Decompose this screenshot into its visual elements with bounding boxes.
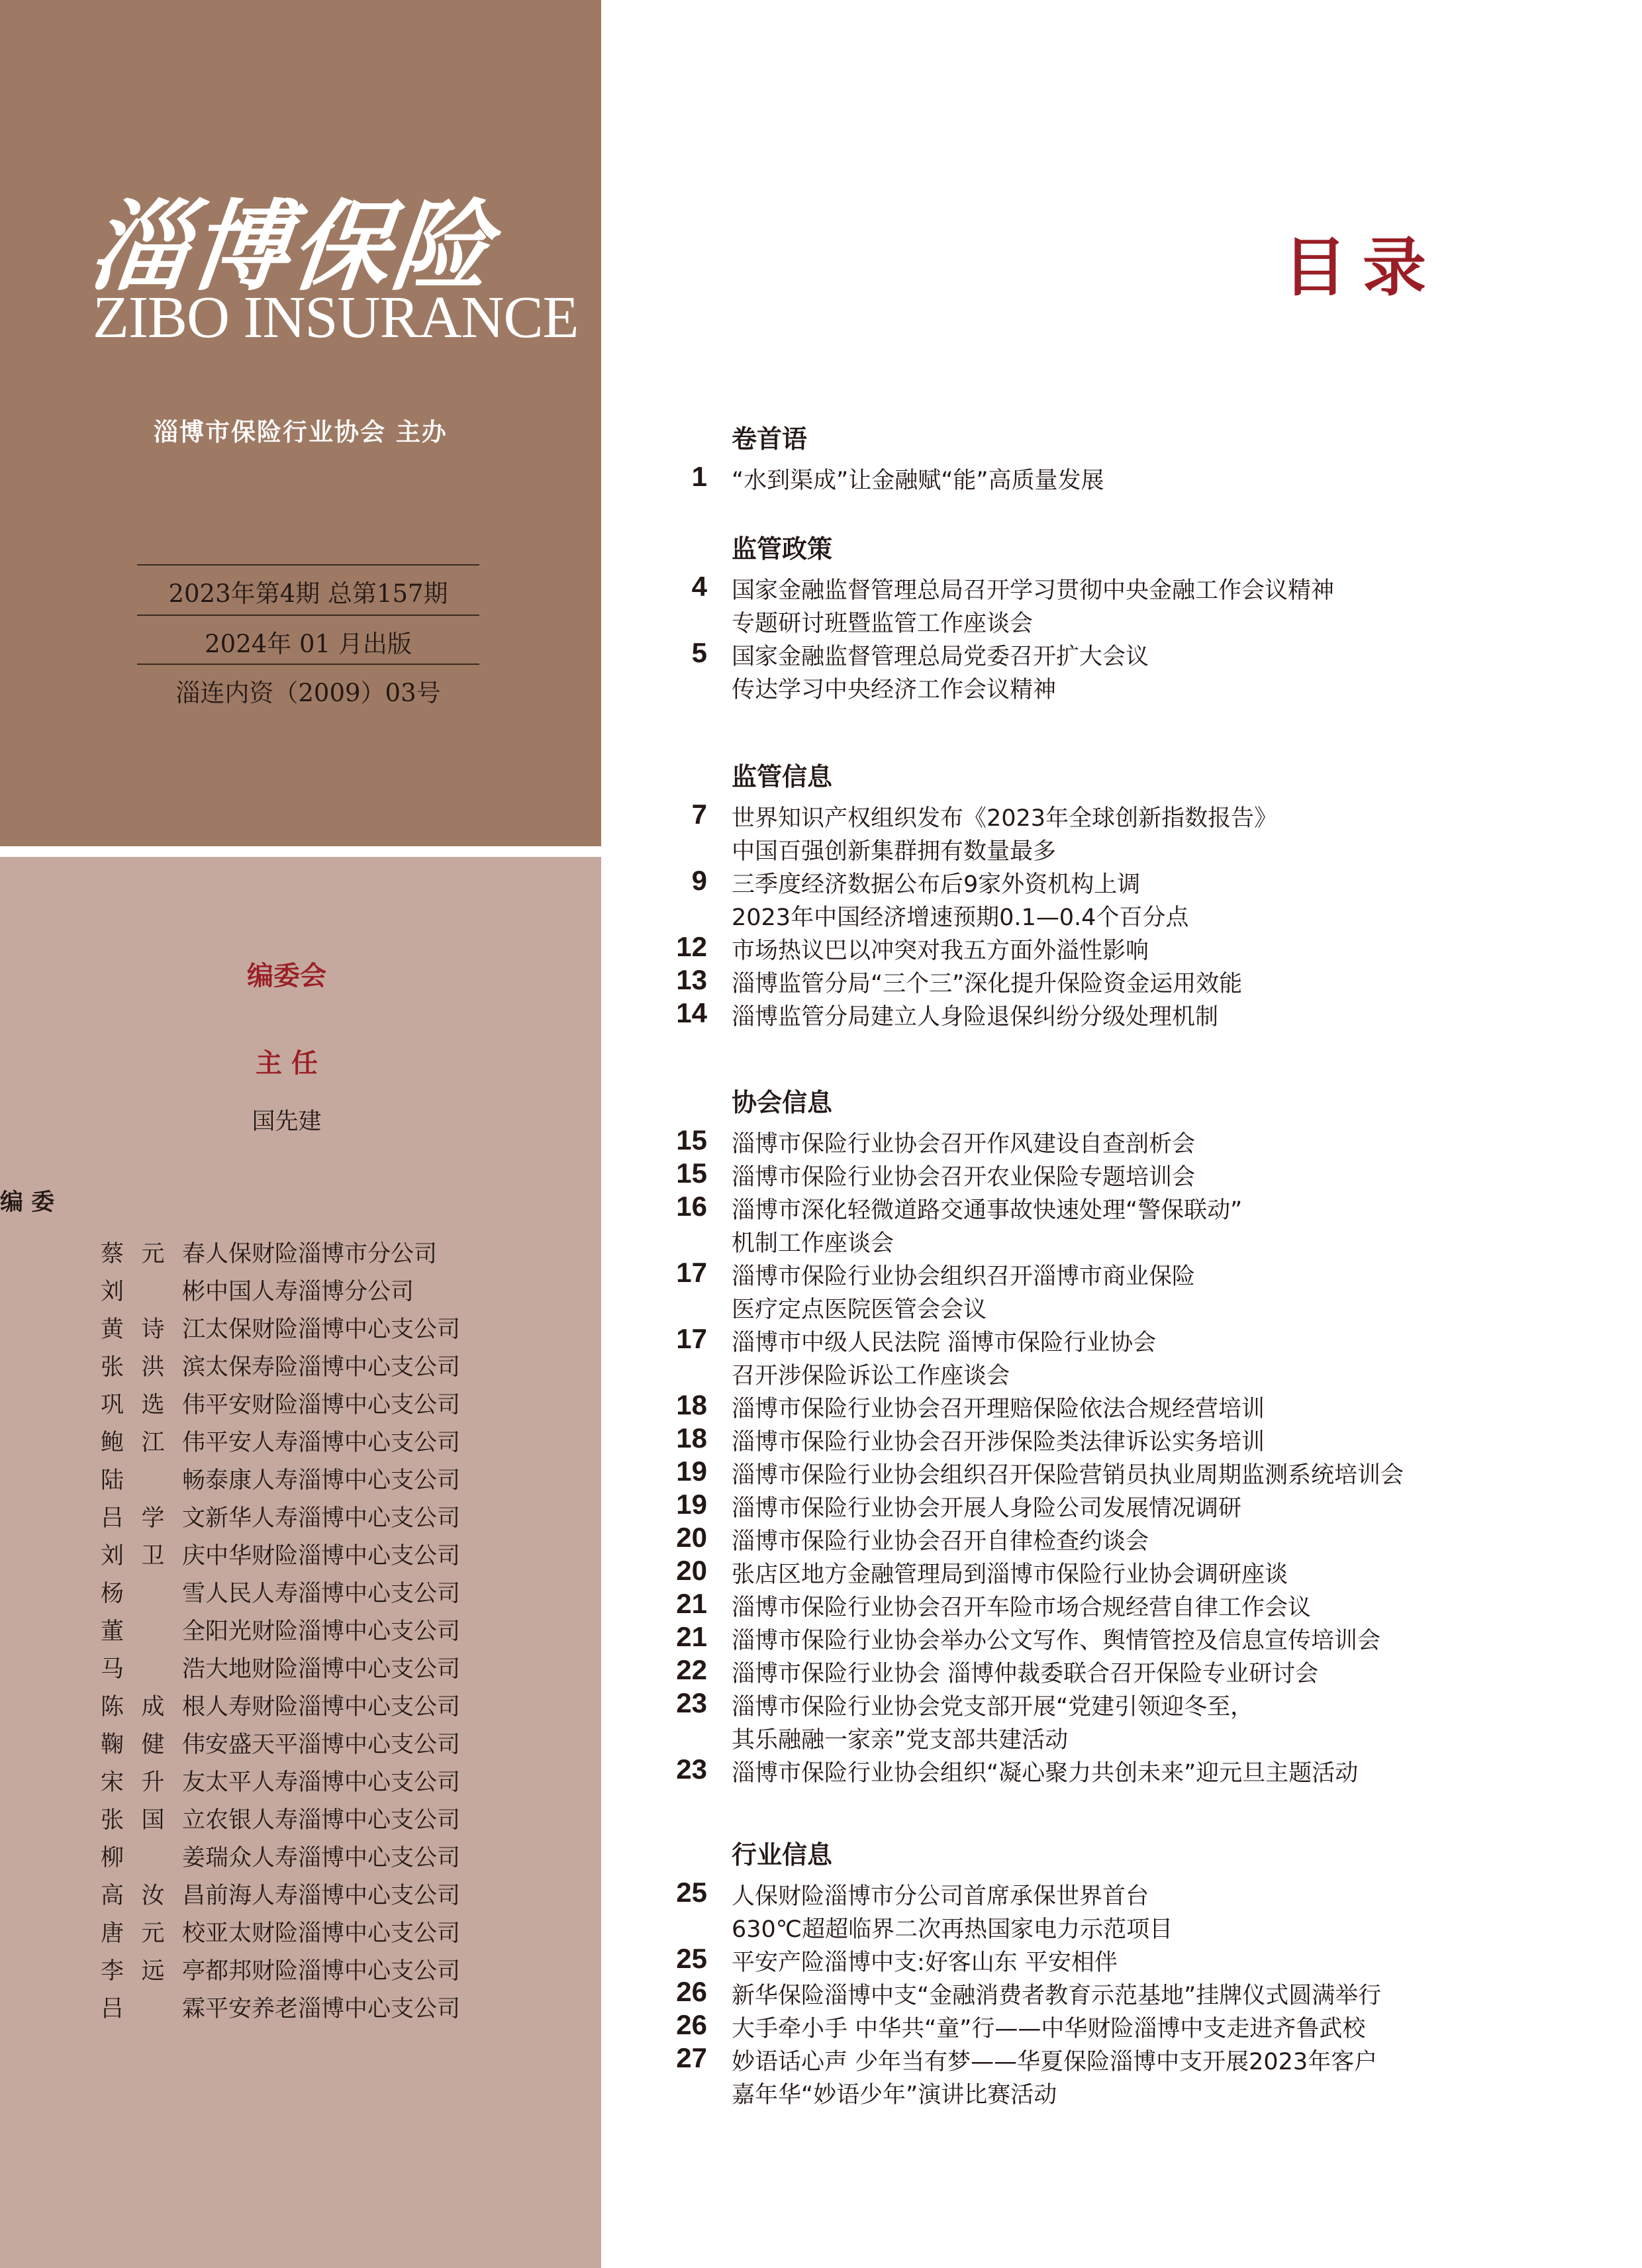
board-member-name: 高汝昌 bbox=[101, 1882, 205, 1909]
toc-page-number: 26 bbox=[676, 2009, 707, 2040]
members-heading: 编 委 bbox=[0, 1189, 55, 1216]
board-member-row bbox=[101, 1875, 460, 1912]
magazine-english-title: ZIBO INSURANCE bbox=[93, 285, 579, 350]
toc-entry-title: 淄博市保险行业协会召开涉保险类法律诉讼实务培训 bbox=[732, 1429, 1265, 1455]
board-member-row bbox=[101, 1648, 460, 1686]
toc-entry-title: 国家金融监督管理总局召开学习贯彻中央金融工作会议精神 bbox=[732, 577, 1335, 604]
board-member-row bbox=[101, 1422, 460, 1459]
board-member-company: 太保财险淄博中心支公司 bbox=[205, 1316, 461, 1343]
board-member-company: 人民人寿淄博中心支公司 bbox=[205, 1580, 461, 1607]
toc-entry-title: 专题研讨班暨监管工作座谈会 bbox=[732, 611, 1034, 637]
toc-entry-title: 三季度经济数据公布后9家外资机构上调 bbox=[732, 871, 1141, 898]
toc-page-number: 23 bbox=[676, 1687, 707, 1718]
toc-entry-title: 淄博市保险行业协会党支部开展“党建引领迎冬至， bbox=[732, 1694, 1254, 1720]
board-member-name: 李远亭 bbox=[101, 1957, 205, 1985]
toc-entry-title: 淄博监管分局建立人身险退保纠纷分级处理机制 bbox=[732, 1004, 1219, 1030]
board-member-company: 瑞众人寿淄博中心支公司 bbox=[205, 1844, 461, 1871]
board-member-company: 亚太财险淄博中心支公司 bbox=[205, 1920, 461, 1947]
board-member-name: 巩选伟 bbox=[101, 1391, 205, 1418]
toc-entry-title: 机制工作座谈会 bbox=[732, 1230, 894, 1257]
toc-page-number: 23 bbox=[676, 1753, 707, 1785]
board-member-name: 鲍江伟 bbox=[101, 1429, 205, 1456]
toc-page-number: 17 bbox=[676, 1257, 707, 1288]
toc-page-number: 7 bbox=[691, 799, 707, 830]
panel-separator bbox=[0, 846, 601, 857]
toc-entry-title: 淄博市保险行业协会召开车险市场合规经营自律工作会议 bbox=[732, 1595, 1312, 1621]
toc-page-number: 18 bbox=[676, 1389, 707, 1420]
divider bbox=[137, 664, 479, 665]
board-member-row bbox=[101, 1384, 460, 1422]
toc-page-number: 13 bbox=[676, 964, 707, 995]
publication-permit: 淄连内资（2009）03号 bbox=[175, 679, 441, 707]
board-member-company: 前海人寿淄博中心支公司 bbox=[205, 1882, 461, 1909]
toc-entry-title: 淄博市保险行业协会举办公文写作、舆情管控及信息宣传培训会 bbox=[732, 1628, 1381, 1654]
board-member-company: 大地财险淄博中心支公司 bbox=[205, 1655, 461, 1683]
contents-title: 目录 bbox=[1283, 230, 1442, 305]
toc-entry-title: 平安产险淄博中支:好客山东 平安相伴 bbox=[732, 1949, 1118, 1976]
board-member-row bbox=[101, 1686, 460, 1724]
toc-entry-title: 淄博市保险行业协会召开自律检查约谈会 bbox=[732, 1528, 1149, 1555]
toc-entry-title: 淄博市保险行业协会召开农业保险专题培训会 bbox=[732, 1164, 1196, 1191]
toc-page-number: 20 bbox=[676, 1555, 707, 1586]
board-member-company: 农银人寿淄博中心支公司 bbox=[205, 1806, 461, 1834]
toc-page-number: 4 bbox=[691, 571, 707, 602]
toc-entry-title: 嘉年华“妙语少年”演讲比赛活动 bbox=[732, 2082, 1057, 2108]
toc-page-number: 12 bbox=[676, 931, 707, 962]
toc-page-number: 17 bbox=[676, 1323, 707, 1354]
board-member-row bbox=[101, 1497, 460, 1535]
toc-page-number: 5 bbox=[691, 637, 707, 668]
toc-entry-title: 新华保险淄博中支“金融消费者教育示范基地”挂牌仪式圆满举行 bbox=[732, 1983, 1382, 2009]
toc-page-number: 9 bbox=[691, 865, 707, 896]
toc-entry-title: “水到渠成”让金融赋“能”高质量发展 bbox=[732, 468, 1104, 494]
toc-section-heading: 监管政策 bbox=[732, 534, 833, 564]
toc-entry-title: 淄博市保险行业协会组织“凝心聚力共创未来”迎元旦主题活动 bbox=[732, 1760, 1359, 1787]
toc-entry-title: 630℃超超临界二次再热国家电力示范项目 bbox=[732, 1916, 1173, 1943]
toc-entry-title: 其乐融融一家亲”党支部共建活动 bbox=[732, 1727, 1069, 1753]
toc-entry-title: 淄博市保险行业协会组织召开保险营销员执业周期监测系统培训会 bbox=[732, 1462, 1404, 1489]
toc-page-number: 18 bbox=[676, 1422, 707, 1454]
board-member-row bbox=[101, 1535, 460, 1573]
publish-date: 2024年 01 月出版 bbox=[205, 630, 412, 658]
toc-page-number: 26 bbox=[676, 1976, 707, 2007]
board-member-row bbox=[101, 1799, 460, 1837]
toc-entry-title: 淄博市深化轻微道路交通事故快速处理“警保联动” bbox=[732, 1197, 1243, 1224]
board-member-row bbox=[101, 1912, 460, 1950]
board-member-company: 安盛天平淄博中心支公司 bbox=[205, 1731, 461, 1758]
toc-page-number: 14 bbox=[676, 997, 707, 1028]
toc-section-heading: 协会信息 bbox=[732, 1088, 833, 1117]
toc-page-number: 20 bbox=[676, 1522, 707, 1553]
toc-entry-title: 淄博监管分局“三个三”深化提升保险资金运用效能 bbox=[732, 971, 1243, 997]
toc-entry-title: 中国百强创新集群拥有数量最多 bbox=[732, 838, 1057, 865]
masthead-panel bbox=[0, 0, 601, 846]
toc-page-number: 25 bbox=[676, 1877, 707, 1908]
toc-entry-title: 医疗定点医院医管会会议 bbox=[732, 1297, 987, 1323]
board-member-name: 刘彬 bbox=[101, 1278, 205, 1305]
toc-entry-title: 国家金融监督管理总局党委召开扩大会议 bbox=[732, 644, 1149, 670]
board-member-company: 新华人寿淄博中心支公司 bbox=[205, 1504, 461, 1532]
board-member-row bbox=[101, 1724, 460, 1761]
board-member-name: 柳姜 bbox=[101, 1844, 205, 1871]
board-member-company: 人寿财险淄博中心支公司 bbox=[205, 1693, 461, 1720]
toc-entry-title: 淄博市保险行业协会 淄博仲裁委联合召开保险专业研讨会 bbox=[732, 1661, 1319, 1687]
toc-entry-title: 淄博市保险行业协会开展人身险公司发展情况调研 bbox=[732, 1495, 1242, 1522]
toc-page-number: 27 bbox=[676, 2042, 707, 2073]
toc-entry-title: 淄博市中级人民法院 淄博市保险行业协会 bbox=[732, 1330, 1157, 1356]
board-member-row bbox=[101, 1346, 460, 1384]
toc-entry-title: 召开涉保险诉讼工作座谈会 bbox=[732, 1363, 1010, 1389]
director-name: 国先建 bbox=[252, 1109, 322, 1135]
board-member-company: 中国人寿淄博分公司 bbox=[205, 1278, 414, 1305]
board-member-company: 太保寿险淄博中心支公司 bbox=[205, 1354, 461, 1381]
board-member-company: 阳光财险淄博中心支公司 bbox=[205, 1618, 461, 1645]
board-member-row bbox=[101, 1610, 460, 1648]
toc-page-number: 19 bbox=[676, 1489, 707, 1520]
divider bbox=[137, 564, 479, 566]
board-member-row bbox=[101, 1308, 460, 1346]
board-member-row bbox=[101, 1271, 460, 1308]
toc-entry-title: 淄博市保险行业协会组织召开淄博市商业保险 bbox=[732, 1263, 1196, 1290]
board-member-name: 陈成根 bbox=[101, 1693, 205, 1720]
board-member-company: 平安人寿淄博中心支公司 bbox=[205, 1429, 461, 1456]
toc-section-heading: 行业信息 bbox=[732, 1840, 833, 1869]
toc-page-number: 19 bbox=[676, 1455, 707, 1487]
board-member-name: 张国立 bbox=[101, 1806, 205, 1834]
sponsor-line: 淄博市保险行业协会 主办 bbox=[154, 418, 448, 446]
board-member-company: 平安养老淄博中心支公司 bbox=[205, 1995, 461, 2022]
editorial-board-title: 编委会 bbox=[247, 961, 326, 991]
board-member-company: 太平人寿淄博中心支公司 bbox=[205, 1769, 461, 1796]
board-member-name: 蔡元春 bbox=[101, 1240, 205, 1267]
toc-page-number: 21 bbox=[676, 1588, 707, 1619]
board-member-name: 鞠健伟 bbox=[101, 1731, 205, 1758]
board-member-name: 唐元校 bbox=[101, 1920, 205, 1947]
issue-number: 2023年第4期 总第157期 bbox=[168, 579, 448, 608]
toc-entry-title: 传达学习中央经济工作会议精神 bbox=[732, 677, 1057, 703]
toc-entry-title: 妙语话心声 少年当有梦——华夏保险淄博中支开展2023年客户 bbox=[732, 2049, 1378, 2075]
board-member-company: 泰康人寿淄博中心支公司 bbox=[205, 1467, 461, 1494]
board-member-list bbox=[101, 1233, 460, 2026]
director-heading: 主 任 bbox=[256, 1048, 318, 1079]
toc-entry-title: 世界知识产权组织发布《2023年全球创新指数报告》 bbox=[732, 805, 1278, 832]
board-member-name: 宋升友 bbox=[101, 1769, 205, 1796]
divider bbox=[137, 615, 479, 616]
toc-page-number: 25 bbox=[676, 1943, 707, 1974]
toc-entry-title: 市场热议巴以冲突对我五方面外溢性影响 bbox=[732, 938, 1149, 964]
board-member-company: 中华财险淄博中心支公司 bbox=[205, 1542, 461, 1569]
toc-entry-title: 淄博市保险行业协会召开理赔保险依法合规经营培训 bbox=[732, 1396, 1265, 1422]
board-member-row bbox=[101, 1837, 460, 1875]
board-member-name: 吕霖 bbox=[101, 1995, 205, 2022]
toc-page-number: 15 bbox=[676, 1158, 707, 1189]
toc-section-heading: 监管信息 bbox=[732, 762, 833, 791]
toc-entry-title: 淄博市保险行业协会召开作风建设自查剖析会 bbox=[732, 1131, 1196, 1158]
toc-page-number: 15 bbox=[676, 1124, 707, 1156]
board-member-row bbox=[101, 1459, 460, 1497]
toc-section-heading: 卷首语 bbox=[732, 424, 808, 454]
board-member-row bbox=[101, 1988, 460, 2026]
board-member-row bbox=[101, 1233, 460, 1271]
toc-entry-title: 大手牵小手 中华共“童”行——中华财险淄博中支走进齐鲁武校 bbox=[732, 2016, 1366, 2042]
board-member-row bbox=[101, 1573, 460, 1610]
board-member-company: 都邦财险淄博中心支公司 bbox=[205, 1957, 461, 1985]
board-member-name: 黄诗江 bbox=[101, 1316, 205, 1343]
toc-page-number: 22 bbox=[676, 1654, 707, 1685]
board-member-name: 杨雪 bbox=[101, 1580, 205, 1607]
board-member-name: 张洪滨 bbox=[101, 1354, 205, 1381]
board-member-row bbox=[101, 1950, 460, 1988]
board-member-company: 平安财险淄博中心支公司 bbox=[205, 1391, 461, 1418]
toc-entry-title: 人保财险淄博市分公司首席承保世界首台 bbox=[732, 1883, 1149, 1910]
board-member-company: 人保财险淄博市分公司 bbox=[205, 1240, 438, 1267]
board-member-name: 吕学文 bbox=[101, 1504, 205, 1532]
toc-page-number: 1 bbox=[691, 461, 707, 492]
toc-entry-title: 2023年中国经济增速预期0.1—0.4个百分点 bbox=[732, 905, 1189, 931]
magazine-logo: 淄博保险 bbox=[84, 189, 499, 304]
board-member-row bbox=[101, 1761, 460, 1799]
board-member-name: 陆畅 bbox=[101, 1467, 205, 1494]
toc-page-number: 16 bbox=[676, 1191, 707, 1222]
toc-page-number: 21 bbox=[676, 1621, 707, 1652]
board-member-name: 马浩 bbox=[101, 1655, 205, 1683]
board-member-name: 刘卫庆 bbox=[101, 1542, 205, 1569]
board-member-name: 董全 bbox=[101, 1618, 205, 1645]
toc-entry-title: 张店区地方金融管理局到淄博市保险行业协会调研座谈 bbox=[732, 1561, 1288, 1588]
